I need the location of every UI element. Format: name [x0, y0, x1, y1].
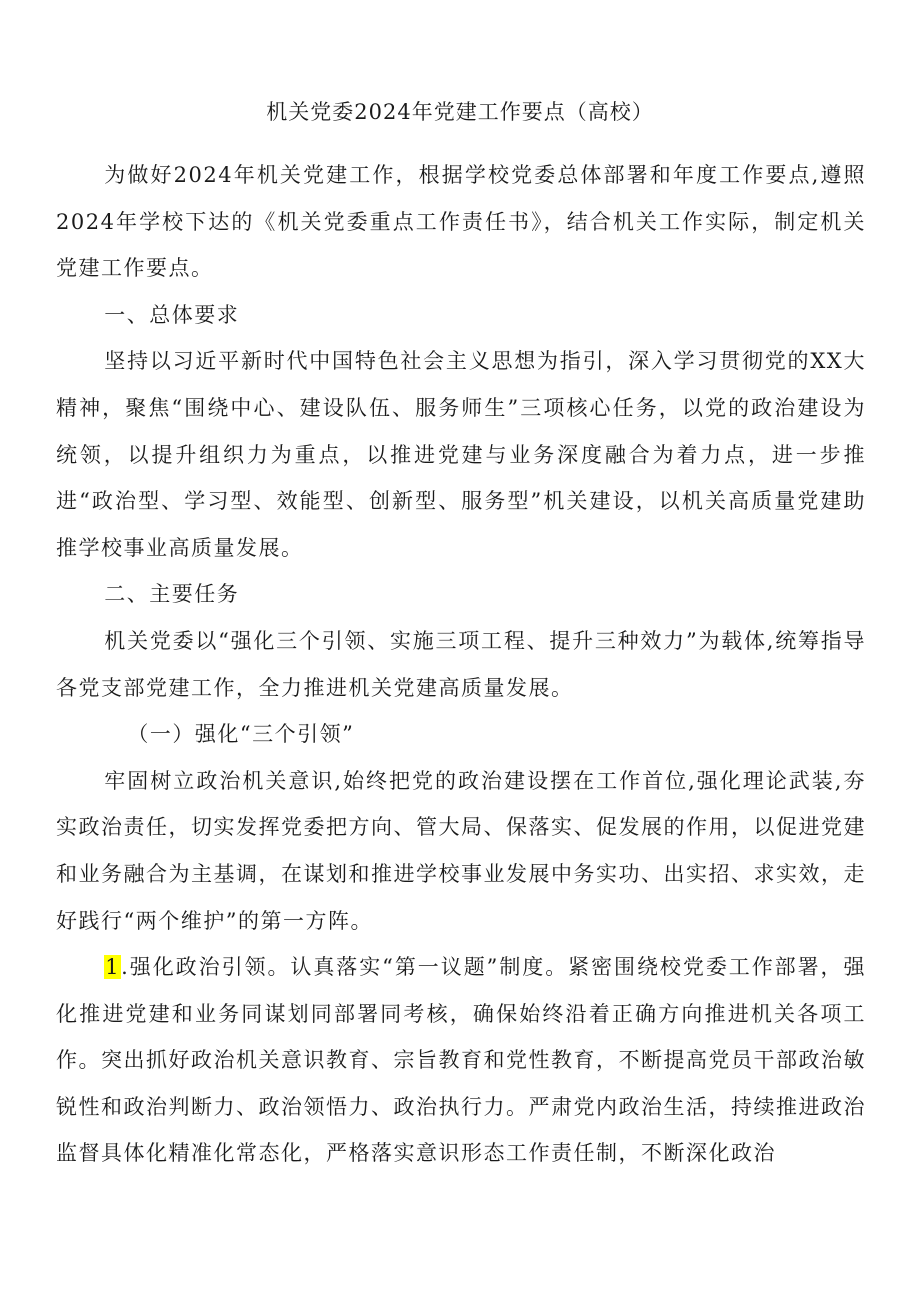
intro-paragraph: 为做好2024年机关党建工作，根据学校党委总体部署和年度工作要点,遵照2024年学校下达的《机关党委重点工作责任书》，结合机关工作实际，制定机关党建工作要点。 [56, 163, 866, 281]
section-heading-general: 一、总体要求 [104, 302, 240, 327]
document-body [56, 152, 866, 1177]
item-1-paragraph [56, 944, 866, 1177]
leadership-paragraph: 牢固树立政治机关意识,始终把党的政治建设摆在工作首位,强化理论武装,夯实政治责任，切实发挥党委把方向、管大局、保落实、促发展的作用，以促进党建和业务融合为主基调，在谋划和推进学校事业发展中务实功、出实招、求实效，走好践行“两个维护”的第一方阵。 [56, 768, 866, 933]
section-heading-tasks: 二、主要任务 [104, 582, 240, 607]
item-1-text: .强化政治引领。认真落实“第一议题”制度。紧密围绕校党委工作部署，强化推进党建和业务同谋划同部署同考核，确保始终沿着正确方向推进机关各项工作。突出抓好政治机关意识教育、宗旨教育和党性教育，不断提高党员干部政治敏锐性和政治判断力、政治领悟力、政治执行力。严肃党内政治生活，持续推进政治监督具体化精准化常态化，严格落实意识形态工作责任制，不断深化政治 [56, 955, 866, 1166]
general-requirements-paragraph: 坚持以习近平新时代中国特色社会主义思想为指引，深入学习贯彻党的XX大精神，聚焦“围绕中心、建设队伍、服务师生”三项核心任务，以党的政治建设为统领，以提升组织力为重点，以推进党建与业务深度融合为着力点，进一步推进“政治型、学习型、效能型、创新型、服务型”机关建设，以机关高质量党建助推学校事业高质量发展。 [56, 349, 866, 560]
main-tasks-paragraph: 机关党委以“强化三个引领、实施三项工程、提升三种效力”为载体,统筹指导各党支部党建工作，全力推进机关党建高质量发展。 [56, 628, 866, 700]
highlighted-item-number: 1 [105, 955, 121, 980]
subsection-heading-leadership: （一）强化“三个引领” [127, 722, 355, 747]
document-title: 机关党委2024年党建工作要点（高校） [266, 100, 654, 124]
